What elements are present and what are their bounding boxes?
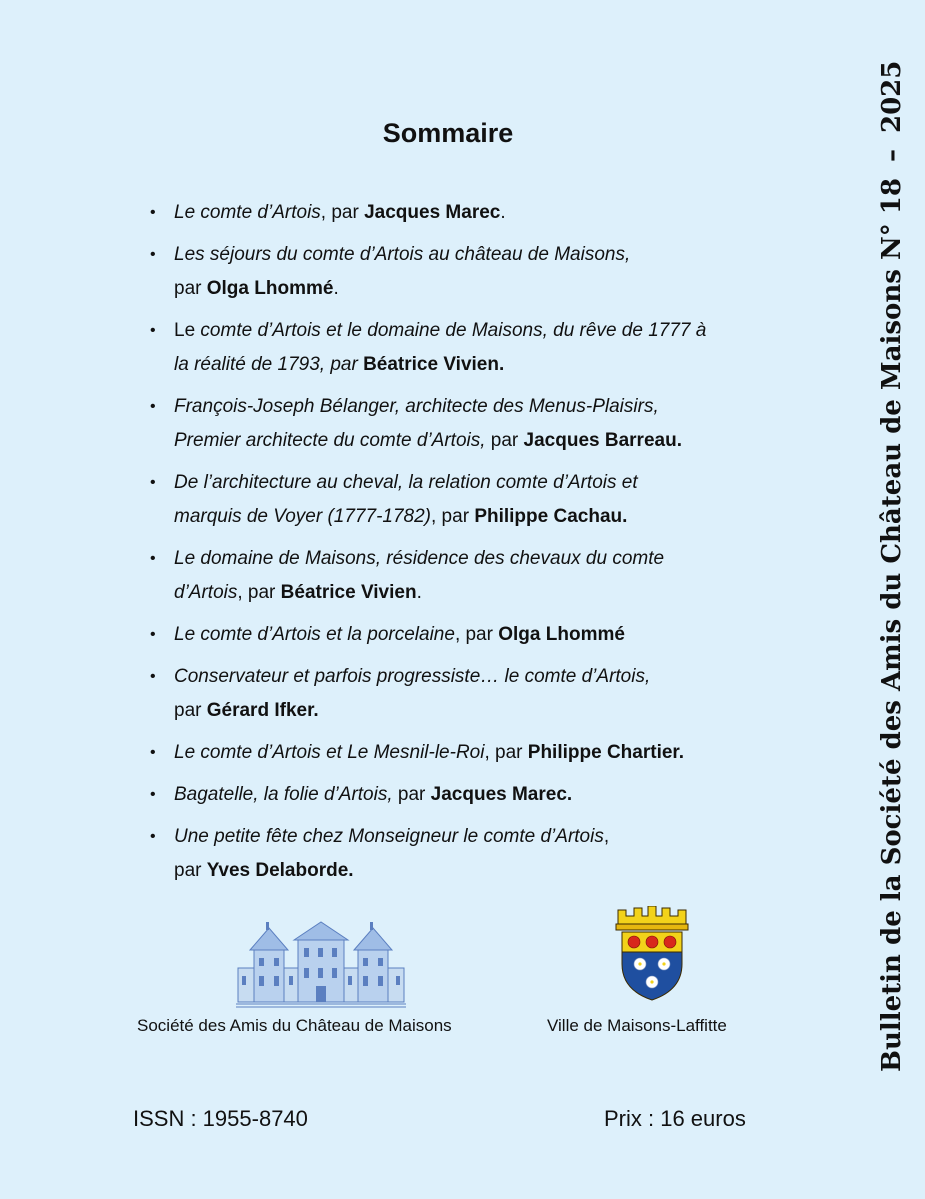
toc-item [150,466,790,534]
bullet-icon: • [150,474,156,491]
toc-item [150,196,790,230]
toc-text: Le [174,320,201,341]
spine-dash: – [877,149,907,163]
toc-item [150,238,790,306]
coat-of-arms-logo [612,906,692,1002]
toc-text: par [485,430,524,451]
article-author: Jacques Marec. [430,784,573,805]
toc-item [150,618,790,652]
article-title: Le domaine de Maisons, résidence des chevaux du comte [174,548,665,569]
toc-item [150,660,790,728]
bullet-icon: • [150,786,156,803]
article-title: François-Joseph Bélanger, architecte des Menus-Plaisirs, [174,396,659,417]
page-title: Sommaire [382,118,514,148]
article-author: Philippe Cachau. [474,506,628,527]
bullet-icon: • [150,398,156,415]
article-author: Béatrice Vivien. [363,354,505,375]
toc-item [150,542,790,610]
bullet-icon: • [150,744,156,761]
toc-text: par [174,278,207,299]
toc-text: , par [454,624,499,645]
toc-item [150,390,790,458]
toc-text: , par [320,202,365,223]
article-title: Une petite fête chez Monseigneur le comte d’Artois [174,826,604,847]
toc-text: , par [431,506,475,527]
bullet-icon: • [150,246,156,263]
bullet-icon: • [150,828,156,845]
article-title: d’Artois [174,582,238,603]
article-title: Le comte d’Artois et la porcelaine [174,624,455,645]
article-title: la réalité de 1793, par [174,354,364,375]
toc-text: , par [237,582,281,603]
article-title: Les séjours du comte d’Artois au château de Maisons, [174,244,631,265]
bullet-icon: • [150,668,156,685]
chateau-engraving-logo [236,918,406,1010]
caption-societe: Société des Amis du Château de Maisons [137,1016,452,1035]
toc-text: , par [484,742,528,763]
article-author: Olga Lhommé [498,624,625,645]
toc-item [150,736,790,770]
bullet-icon: • [150,626,156,643]
bullet-icon: • [150,322,156,339]
toc-text: . [333,278,339,299]
article-title: comte d’Artois et le domaine de Maisons, du rêve de 1777 à [200,320,707,341]
article-title: marquis de Voyer (1777-1782) [174,506,431,527]
toc-text: par [174,860,207,881]
bullet-icon: • [150,204,156,221]
article-title: De l’architecture au cheval, la relation comte d’Artois et [174,472,638,493]
article-title: Bagatelle, la folie d’Artois, [174,784,393,805]
spine-year: 2025 [877,60,907,134]
article-author: Gérard Ifker. [206,700,319,721]
spine-title [877,60,907,1072]
article-title: Le comte d’Artois [174,202,321,223]
article-title: Le comte d’Artois et Le Mesnil-le-Roi [174,742,485,763]
article-author: Olga Lhommé [206,278,334,299]
toc-text: par [174,700,207,721]
table-of-contents [150,196,790,896]
article-author: Jacques Marec [364,202,501,223]
article-title: Conservateur et parfois progressiste… le comte d’Artois, [174,666,651,687]
article-author: Philippe Chartier. [527,742,685,763]
article-author: Yves Delaborde. [206,860,354,881]
price-text: Prix : 16 euros [604,1106,746,1131]
toc-text: par [392,784,431,805]
toc-item [150,314,790,382]
toc-text: . [500,202,506,223]
toc-item [150,778,790,812]
article-author: Béatrice Vivien [280,582,417,603]
toc-text: , [603,826,610,847]
article-author: Jacques Barreau. [523,430,682,451]
issn-text: ISSN : 1955-8740 [133,1106,308,1131]
spine-text: Bulletin de la Société des Amis du Château de Maisons N° 18 [877,178,907,1072]
bullet-icon: • [150,550,156,567]
toc-text: . [416,582,422,603]
article-title: Premier architecte du comte d’Artois, [174,430,486,451]
caption-ville: Ville de Maisons-Laffitte [547,1016,727,1035]
toc-item [150,820,790,888]
